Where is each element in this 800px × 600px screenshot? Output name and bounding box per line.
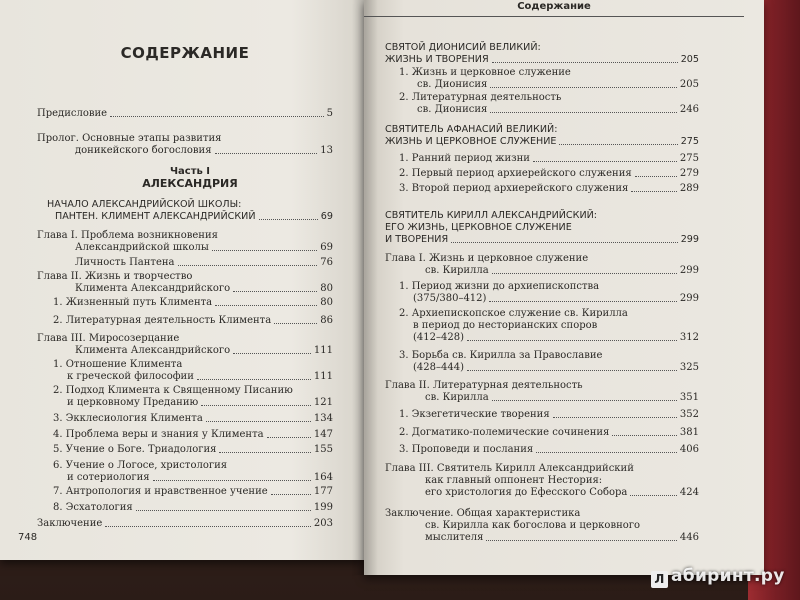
toc-entry-cyril-ch1-item: 3. Борьба св. Кирилла за Православие (428–444) 325 [399, 350, 699, 373]
toc-entry-cyril-ch1-item: 2. Архиепископское служение св. Кирилла в период до несторианских споров (412–428) 312 [399, 308, 699, 343]
toc-entry-cyril-conclusion: Заключение. Общая характеристика св. Кирилла как богослова и церковного мыслителя 446 [385, 508, 699, 543]
toc-entry-chapter-3: Глава III. Миросозерцание Климента Александрийского 111 [37, 333, 333, 356]
watermark-logo-icon: Л [651, 571, 668, 588]
toc-entry-ch3-item: 8. Эсхатология 199 [53, 502, 333, 513]
toc-entry-preface: Предисловие 5 [37, 108, 333, 119]
toc-entry-cyril-ch1-item: 1. Период жизни до архиепископства (375/380–412) 299 [399, 281, 699, 304]
toc-entry-ch3-item: 7. Антропология и нравственное учение 177 [53, 486, 333, 497]
toc-entry-dionysius: СВЯТОЙ ДИОНИСИЙ ВЕЛИКИЙ: ЖИЗНЬ И ТВОРЕНИЯ 205 [385, 42, 699, 65]
toc-entry-athanasius-item: 3. Второй период архиерейского служения 289 [399, 183, 699, 194]
toc-entry-ch3-item: 4. Проблема веры и знания у Климента 147 [53, 429, 333, 440]
site-watermark: Л абиринт.ру [651, 566, 785, 588]
toc-entry-conclusion: Заключение 203 [37, 518, 333, 529]
toc-entry-cyril-chapter-3: Глава III. Святитель Кирилл Александрийский как главный оппонент Нестория: его христология до Ефесского Собора 424 [385, 463, 699, 498]
toc-entry-athanasius: СВЯТИТЕЛЬ АФАНАСИЙ ВЕЛИКИЙ: ЖИЗНЬ И ЦЕРКОВНОЕ СЛУЖЕНИЕ 275 [385, 124, 699, 147]
toc-entry-prologue: Пролог. Основные этапы развития доникейского богословия 13 [37, 133, 333, 156]
toc-entry-ch3-item: 6. Учение о Логосе, христология и сотериология 164 [53, 460, 333, 483]
toc-entry-chapter-1: Глава I. Проблема возникновения Александрийской школы 69 [37, 230, 333, 253]
toc-entry-cyril: СВЯТИТЕЛЬ КИРИЛЛ АЛЕКСАНДРИЙСКИЙ: ЕГО ЖИЗНЬ, ЦЕРКОВНОЕ СЛУЖЕНИЕ И ТВОРЕНИЯ 299 [385, 210, 699, 245]
page-number: 748 [18, 532, 38, 543]
toc-entry-ch2-item: 1. Жизненный путь Климента 80 [53, 297, 333, 308]
toc-entry-athanasius-item: 2. Первый период архиерейского служения 279 [399, 168, 699, 179]
toc-entry-cyril-ch2-item: 1. Экзегетические творения 352 [399, 409, 699, 420]
toc-entry-ch3-item: 2. Подход Климента к Священному Писанию и церковному Преданию 121 [53, 385, 333, 408]
toc-entry-athanasius-item: 1. Ранний период жизни 275 [399, 153, 699, 164]
toc-entry-ch2-item: 2. Литературная деятельность Климента 86 [53, 315, 333, 326]
part-heading: Часть I АЛЕКСАНДРИЯ [142, 166, 238, 190]
toc-entry-cyril-chapter-1: Глава I. Жизнь и церковное служение св. Кирилла 299 [385, 253, 699, 276]
toc-entry-cyril-ch2-item: 3. Проповеди и послания 406 [399, 444, 699, 455]
toc-title: СОДЕРЖАНИЕ [120, 44, 250, 62]
toc-entry-ch3-item: 1. Отношение Климента к греческой философии 111 [53, 359, 333, 382]
toc-entry-cyril-chapter-2: Глава II. Литературная деятельность св. Кирилла 351 [385, 380, 699, 403]
toc-entry-ch3-item: 5. Учение о Боге. Триадология 155 [53, 444, 333, 455]
book-gutter [352, 0, 378, 575]
toc-entry-dionysius-item: 2. Литературная деятельность св. Дионисия 246 [399, 92, 699, 115]
toc-entry-cyril-ch2-item: 2. Догматико-полемические сочинения 381 [399, 427, 699, 438]
toc-entry-dionysius-item: 1. Жизнь и церковное служение св. Дионисия 205 [399, 67, 699, 90]
toc-entry-pantaenus: Личность Пантена 76 [75, 257, 333, 268]
toc-entry-school: НАЧАЛО АЛЕКСАНДРИЙСКОЙ ШКОЛЫ: ПАНТЕН. КЛИМЕНТ АЛЕКСАНДРИЙСКИЙ 69 [47, 199, 333, 222]
toc-entry-chapter-2: Глава II. Жизнь и творчество Климента Александрийского 80 [37, 271, 333, 294]
running-head: Содержание [364, 0, 744, 17]
toc-entry-ch3-item: 3. Экклесиология Климента 134 [53, 413, 333, 424]
